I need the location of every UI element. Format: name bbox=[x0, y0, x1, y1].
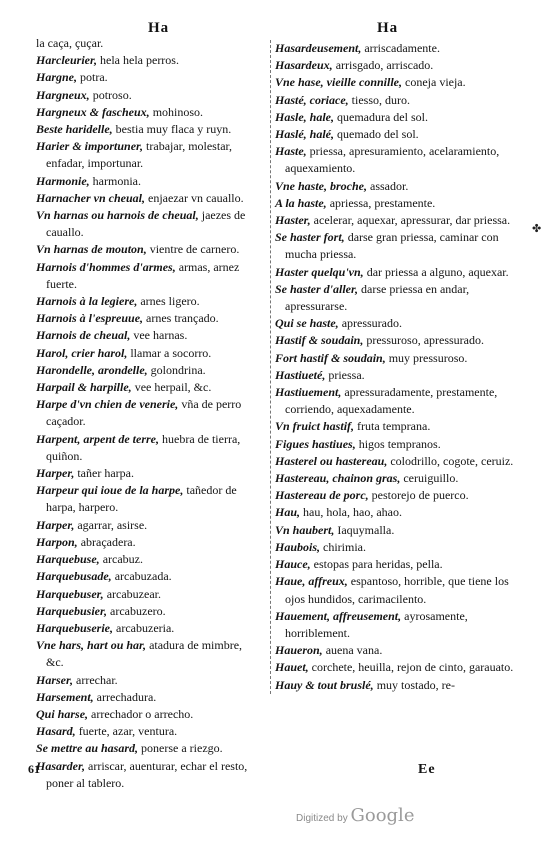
dictionary-entry bbox=[275, 418, 523, 435]
entry-translation: atadura de mimbre, &c. bbox=[46, 638, 243, 670]
entry-translation: darse priessa en andar, apressurarse. bbox=[285, 281, 470, 314]
entry-translation: vientre de carnero. bbox=[146, 242, 240, 257]
entry-headword: Harquebusier, bbox=[36, 603, 108, 618]
dictionary-entry bbox=[275, 57, 523, 74]
entry-translation: fruta temprana. bbox=[354, 419, 431, 434]
entry-headword: Harpe d'vn chien de venerie, bbox=[36, 397, 179, 412]
entry-translation: arnes ligero. bbox=[137, 294, 200, 309]
entry-headword: Haueron, bbox=[275, 643, 323, 658]
entry-translation: jaezes de cauallo. bbox=[46, 208, 246, 240]
entry-translation: enjaezar vn cauallo. bbox=[145, 190, 244, 205]
dictionary-entry bbox=[275, 487, 523, 504]
entry-headword: Hastif & soudain, bbox=[275, 333, 364, 348]
entry-translation: bestia muy flaca y ruyn. bbox=[112, 122, 232, 137]
entry-headword: Figues hastiues, bbox=[275, 436, 356, 451]
dictionary-entry bbox=[275, 556, 523, 573]
dictionary-entry bbox=[275, 315, 523, 332]
entry-headword: Haslé, halé, bbox=[275, 127, 334, 142]
entry-headword: Hasle, hale, bbox=[275, 109, 334, 124]
dictionary-entry bbox=[275, 212, 523, 229]
dictionary-entry bbox=[275, 126, 523, 143]
entry-translation: coneja vieja. bbox=[402, 75, 466, 90]
dictionary-entry bbox=[36, 35, 258, 52]
entry-translation: arrisgado, arriscado. bbox=[332, 58, 434, 73]
entry-translation: espantoso, horrible, que tiene los ojos hundidos, carimacilento. bbox=[285, 574, 509, 606]
entry-headword: Hasarder, bbox=[36, 758, 86, 773]
entry-translation: potra. bbox=[77, 70, 108, 85]
dictionary-entry bbox=[275, 92, 523, 109]
dictionary-entry bbox=[36, 241, 258, 258]
dictionary-entry bbox=[36, 345, 258, 362]
entry-headword: Hasardeusement, bbox=[275, 41, 362, 55]
entry-headword: Qui se haste, bbox=[275, 316, 339, 331]
entry-headword: Harper, bbox=[36, 517, 75, 532]
entry-translation: vee herpail, &c. bbox=[131, 380, 212, 395]
dictionary-entry bbox=[36, 689, 258, 706]
entry-headword: Hargneux, bbox=[36, 87, 90, 102]
dictionary-entry bbox=[36, 465, 258, 482]
entry-translation: hau, hola, hao, ahao. bbox=[300, 505, 402, 520]
entry-headword: Hastereau, chainon gras, bbox=[275, 471, 401, 486]
dictionary-entry bbox=[36, 104, 258, 121]
dictionary-entry bbox=[36, 723, 258, 740]
entry-headword: Vne haste, broche, bbox=[275, 178, 368, 193]
entry-translation: golondrina. bbox=[147, 362, 206, 377]
google-watermark bbox=[296, 805, 414, 826]
dictionary-entry bbox=[275, 143, 523, 177]
entry-headword: Harol, crier harol, bbox=[36, 345, 128, 360]
dictionary-entry bbox=[36, 259, 258, 293]
entry-headword: Hastiuement, bbox=[275, 385, 342, 400]
entry-translation: pressuroso, apressurado. bbox=[363, 333, 484, 348]
entry-translation: apriessa, prestamente. bbox=[326, 195, 436, 210]
dictionary-entry bbox=[275, 281, 523, 315]
margin-mark: ✤ bbox=[532, 222, 542, 235]
dictionary-entry bbox=[36, 637, 258, 671]
entry-translation: muy tostado, re- bbox=[373, 677, 456, 692]
entry-headword: Haubois, bbox=[275, 539, 321, 554]
entry-translation: arcabuz. bbox=[99, 552, 143, 567]
entry-headword: Harier & importuner, bbox=[36, 139, 144, 154]
entry-translation: tañedor de harpa, harpero. bbox=[46, 483, 237, 515]
dictionary-entry bbox=[275, 470, 523, 487]
entry-headword: Vne hase, vieille connille, bbox=[275, 75, 402, 90]
dictionary-entry bbox=[36, 431, 258, 465]
entry-translation: muy pressuroso. bbox=[385, 350, 468, 365]
dictionary-entry bbox=[275, 608, 523, 642]
entry-headword: Harnois à l'espreuue, bbox=[36, 311, 144, 326]
dictionary-entry bbox=[275, 384, 523, 418]
entry-headword: Harnacher vn cheual, bbox=[36, 190, 146, 205]
entry-translation: arriscar, auenturar, echar el resto, poner al tablero. bbox=[46, 758, 248, 790]
entry-translation: tañer harpa. bbox=[74, 466, 134, 481]
folio-number: 61 bbox=[28, 762, 40, 776]
entry-translation: apressuradamente, prestamente, corriendo, aquexadamente. bbox=[285, 385, 498, 417]
entry-headword: Harpail & harpille, bbox=[36, 380, 132, 395]
entry-translation: quemadura del sol. bbox=[334, 109, 428, 124]
entry-headword: Harmonie, bbox=[36, 173, 90, 188]
entry-translation: ponerse a riezgo. bbox=[138, 741, 223, 756]
entry-headword: Se haster d'aller, bbox=[275, 281, 359, 296]
entry-headword: Hastiueté, bbox=[275, 367, 326, 382]
entry-headword: A la haste, bbox=[275, 195, 327, 210]
entry-headword: Haste, bbox=[275, 144, 307, 159]
dictionary-entry bbox=[36, 173, 258, 190]
entry-headword: Harnois de cheual, bbox=[36, 328, 131, 343]
entry-translation: pestorejo de puerco. bbox=[368, 488, 469, 503]
dictionary-entry bbox=[36, 379, 258, 396]
dictionary-entry bbox=[275, 40, 523, 57]
entry-translation: la caça, çuçar. bbox=[36, 36, 104, 50]
entry-headword: Harquebuser, bbox=[36, 586, 104, 601]
entry-translation: potroso. bbox=[89, 87, 132, 102]
entry-translation: abraçadera. bbox=[77, 534, 136, 549]
dictionary-entry bbox=[36, 740, 258, 757]
entry-headword: Hargne, bbox=[36, 70, 78, 85]
entry-headword: Qui harse, bbox=[36, 706, 89, 721]
entry-headword: Harcleurier, bbox=[36, 53, 98, 68]
entry-headword: Haue, affreux, bbox=[275, 574, 348, 589]
entry-translation: colodrillo, cogote, ceruiz. bbox=[387, 453, 514, 468]
entry-translation: arrechadura. bbox=[93, 689, 157, 704]
entry-headword: Vn harnas ou harnois de cheual, bbox=[36, 208, 199, 223]
dictionary-entry bbox=[275, 453, 523, 470]
entry-translation: chirimia. bbox=[320, 539, 366, 554]
entry-translation: armas, arnez fuerte. bbox=[46, 259, 240, 291]
left-running-head: Ha bbox=[148, 20, 170, 36]
entry-headword: Hargneux & fascheux, bbox=[36, 104, 150, 119]
entry-headword: Se mettre au hasard, bbox=[36, 741, 139, 756]
entry-translation: higos tempranos. bbox=[355, 436, 441, 451]
dictionary-entry bbox=[275, 74, 523, 91]
watermark-prefix: Digitized by bbox=[296, 813, 348, 824]
entry-headword: Harpeur qui ioue de la harpe, bbox=[36, 483, 184, 498]
entry-headword: Hauy & tout bruslé, bbox=[275, 677, 374, 692]
entry-headword: Hauce, bbox=[275, 557, 311, 572]
entry-translation: auena vana. bbox=[322, 643, 383, 658]
entry-translation: arcabuzear. bbox=[103, 586, 161, 601]
dictionary-entry bbox=[36, 551, 258, 568]
entry-translation: arriscadamente. bbox=[361, 41, 440, 55]
entry-translation: quemado del sol. bbox=[334, 127, 419, 142]
left-column bbox=[36, 35, 258, 792]
entry-headword: Harondelle, arondelle, bbox=[36, 362, 148, 377]
dictionary-entry bbox=[36, 482, 258, 516]
dictionary-entry bbox=[275, 659, 523, 676]
dictionary-entry bbox=[36, 517, 258, 534]
entry-headword: Harsement, bbox=[36, 689, 94, 704]
dictionary-entry bbox=[275, 109, 523, 126]
dictionary-entry bbox=[36, 396, 258, 430]
dictionary-entry bbox=[275, 504, 523, 521]
entry-headword: Vne hars, hart ou har, bbox=[36, 638, 147, 653]
dictionary-entry bbox=[36, 672, 258, 689]
entry-translation: darse gran priessa, caminar con mucha priessa. bbox=[285, 230, 499, 262]
entry-headword: Hasté, coriace, bbox=[275, 92, 349, 107]
entry-translation: assador. bbox=[367, 178, 409, 193]
right-running-head: Ha bbox=[377, 20, 399, 36]
entry-headword: Vn fruict hastif, bbox=[275, 419, 355, 434]
entry-translation: ayrosamente, horriblement. bbox=[285, 608, 468, 640]
dictionary-entry bbox=[275, 264, 523, 281]
entry-translation: trabajar, molestar, enfadar, importunar. bbox=[46, 139, 233, 171]
dictionary-entry bbox=[36, 327, 258, 344]
entry-translation: arrechador o arrecho. bbox=[88, 706, 194, 721]
right-column bbox=[270, 40, 523, 694]
dictionary-entry bbox=[36, 603, 258, 620]
entry-headword: Hasard, bbox=[36, 724, 76, 739]
dictionary-entry bbox=[36, 293, 258, 310]
dictionary-entry bbox=[275, 229, 523, 263]
dictionary-entry bbox=[36, 758, 258, 792]
dictionary-entry bbox=[275, 332, 523, 349]
dictionary-entry bbox=[275, 677, 523, 694]
entry-translation: arnes trançado. bbox=[143, 311, 219, 326]
dictionary-entry bbox=[36, 52, 258, 69]
entry-translation: huebra de tierra, quiñon. bbox=[46, 431, 241, 463]
entry-headword: Haster, bbox=[275, 213, 311, 228]
entry-headword: Harquebusade, bbox=[36, 569, 112, 584]
entry-headword: Hasterel ou hastereau, bbox=[275, 453, 388, 468]
entry-translation: fuerte, azar, ventura. bbox=[75, 724, 178, 739]
entry-headword: Harnois d'hommes d'armes, bbox=[36, 259, 176, 274]
dictionary-entry bbox=[36, 138, 258, 172]
entry-headword: Fort hastif & soudain, bbox=[275, 350, 386, 365]
entry-headword: Beste haridelle, bbox=[36, 122, 113, 137]
entry-translation: mohinoso. bbox=[149, 104, 204, 119]
dictionary-entry bbox=[275, 367, 523, 384]
entry-headword: Hasardeux, bbox=[275, 58, 333, 73]
entry-translation: vee harnas. bbox=[130, 328, 188, 343]
entry-headword: Harnois à la legiere, bbox=[36, 294, 138, 309]
entry-translation: dar priessa a alguno, aquexar. bbox=[363, 264, 509, 279]
dictionary-entry bbox=[36, 87, 258, 104]
entry-translation: Iaquymalla. bbox=[334, 522, 395, 537]
entry-headword: Harpent, arpent de terre, bbox=[36, 431, 159, 446]
entry-headword: Harper, bbox=[36, 466, 75, 481]
dictionary-entry bbox=[36, 586, 258, 603]
dictionary-entry bbox=[275, 539, 523, 556]
entry-headword: Harquebuserie, bbox=[36, 620, 114, 635]
dictionary-entry bbox=[36, 362, 258, 379]
dictionary-entry bbox=[275, 195, 523, 212]
dictionary-entry bbox=[36, 534, 258, 551]
entry-translation: tiesso, duro. bbox=[348, 92, 410, 107]
dictionary-entry bbox=[275, 642, 523, 659]
entry-translation: arcabuzada. bbox=[111, 569, 172, 584]
entry-translation: vña de perro caçador. bbox=[46, 397, 242, 429]
entry-headword: Se haster fort, bbox=[275, 230, 345, 245]
entry-translation: arcabuzeria. bbox=[113, 620, 175, 635]
entry-translation: harmonia. bbox=[89, 173, 141, 188]
signature-mark: Ee bbox=[418, 762, 436, 777]
entry-headword: Vn harnas de mouton, bbox=[36, 242, 147, 257]
dictionary-entry bbox=[36, 568, 258, 585]
dictionary-entry bbox=[275, 178, 523, 195]
entry-headword: Harquebuse, bbox=[36, 552, 100, 567]
entry-translation: apressurado. bbox=[338, 316, 402, 331]
entry-translation: ceruiguillo. bbox=[400, 471, 459, 486]
entry-translation: agarrar, asirse. bbox=[74, 517, 148, 532]
dictionary-entry bbox=[36, 620, 258, 637]
dictionary-entry bbox=[36, 69, 258, 86]
entry-translation: estopas para heridas, pella. bbox=[310, 557, 443, 572]
entry-translation: priessa. bbox=[325, 367, 365, 382]
entry-headword: Harpon, bbox=[36, 534, 78, 549]
entry-translation: priessa, apresuramiento, acelaramiento, aquexamiento. bbox=[285, 144, 500, 176]
dictionary-entry bbox=[36, 190, 258, 207]
entry-translation: hela hela perros. bbox=[97, 53, 179, 68]
entry-headword: Hauet, bbox=[275, 660, 309, 675]
dictionary-entry bbox=[36, 207, 258, 241]
entry-headword: Hau, bbox=[275, 505, 301, 520]
entry-translation: acelerar, aquexar, apressurar, dar priessa. bbox=[310, 213, 511, 228]
dictionary-entry bbox=[275, 350, 523, 367]
entry-translation: corchete, heuilla, rejon de cinto, garauato. bbox=[308, 660, 514, 675]
dictionary-entry bbox=[36, 706, 258, 723]
entry-translation: llamar a socorro. bbox=[127, 345, 212, 360]
google-logo: Google bbox=[350, 805, 415, 826]
entry-headword: Haster quelqu'vn, bbox=[275, 264, 364, 279]
entry-headword: Vn haubert, bbox=[275, 522, 335, 537]
dictionary-entry bbox=[36, 121, 258, 138]
dictionary-entry bbox=[36, 310, 258, 327]
dictionary-entry bbox=[275, 573, 523, 607]
entry-translation: arrechar. bbox=[73, 672, 118, 687]
entry-headword: Hauement, affreusement, bbox=[275, 608, 402, 623]
entry-headword: Hastereau de porc, bbox=[275, 488, 369, 503]
dictionary-entry bbox=[275, 436, 523, 453]
entry-headword: Harser, bbox=[36, 672, 74, 687]
dictionary-entry bbox=[275, 522, 523, 539]
entry-translation: arcabuzero. bbox=[107, 603, 166, 618]
